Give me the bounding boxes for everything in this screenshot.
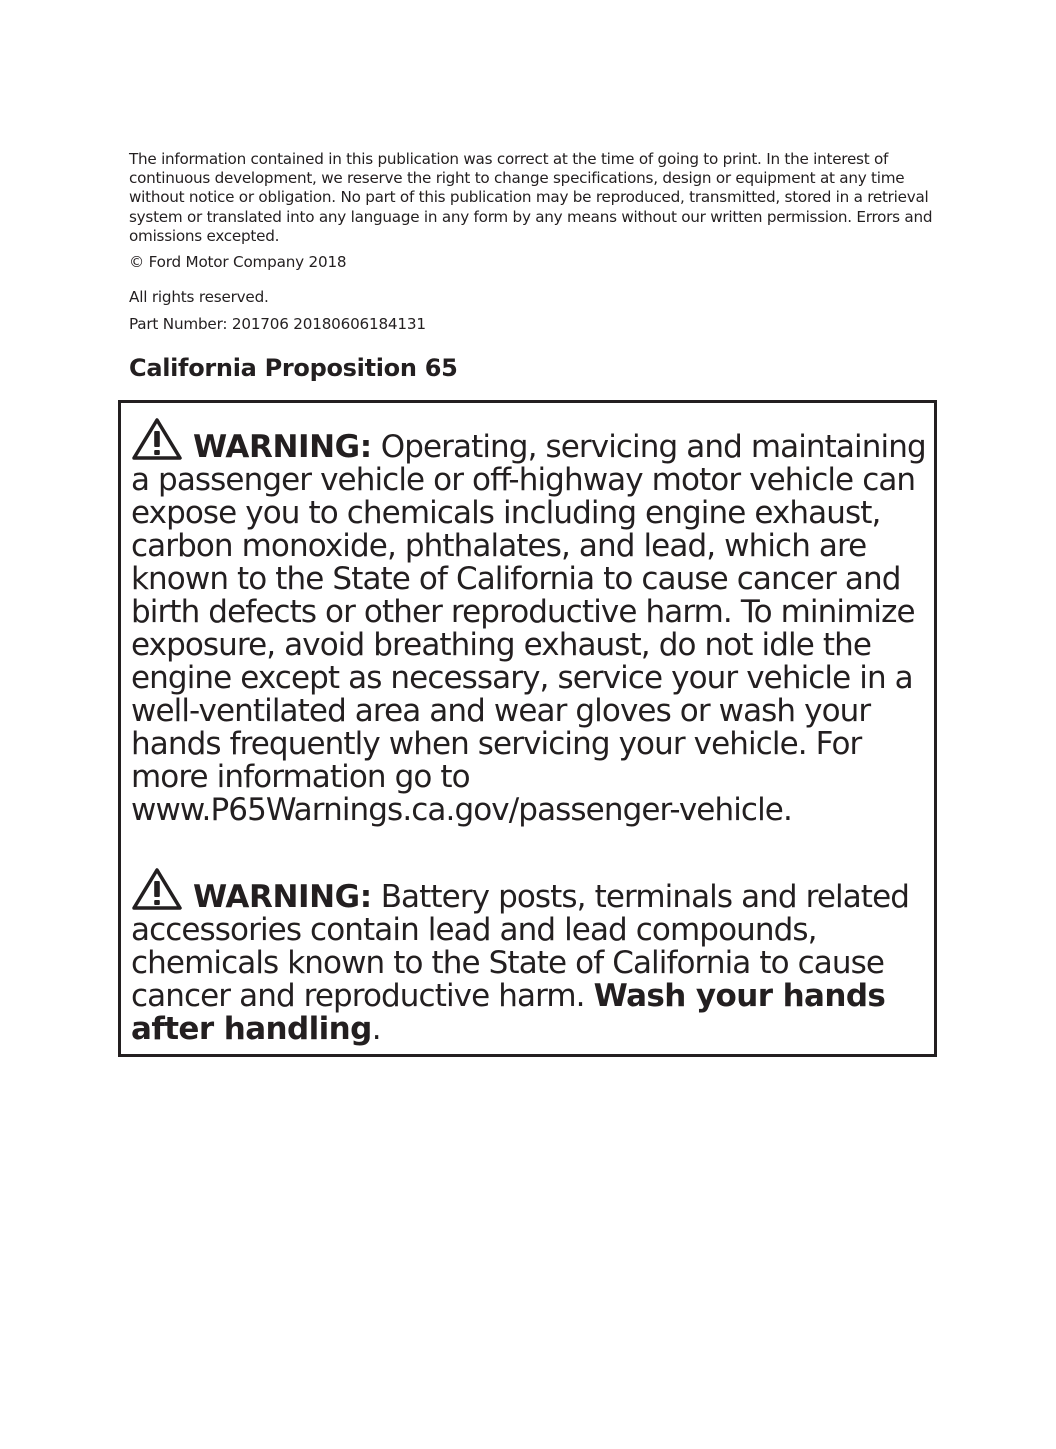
warning-label: WARNING: <box>193 429 372 465</box>
warning-end: . <box>371 1011 381 1047</box>
copyright-notice: © Ford Motor Company 2018 <box>129 253 347 271</box>
warning-triangle-icon <box>131 417 183 461</box>
warning-text: Battery posts, terminals and related accessories contain lead and lead compounds, chemicals known to the State of California to cause cancer and reproductive harm. <box>131 879 910 1014</box>
warning-box <box>118 400 937 1057</box>
warning-text: Operating, servicing and maintaining a passenger vehicle or off-highway motor vehicle can expose you to chemicals including engine exhaust, carbon monoxide, phthalates, and lead, which are known to the State of California to cause cancer and birth defects or other reproductive harm. To minimize exposure, avoid breathing exhaust, do not idle the engine except as necessary, service your vehicle in a well-ventilated area and wear gloves or wash your hands frequently when servicing your vehicle. For more information go to www.P65Warnings.ca.gov/passenger-vehicle. <box>131 429 926 828</box>
warning-emphasis: Wash your hands after handling <box>131 978 886 1047</box>
rights-notice: All rights reserved. <box>129 288 269 306</box>
warning-triangle-icon <box>131 867 183 911</box>
section-heading: California Proposition 65 <box>129 354 458 382</box>
publication-disclaimer: The information contained in this publication was correct at the time of going to print. In the interest of continuous development, we reserve the right to change specifications, design or equipment at any time without notice or obligation. No part of this publication may be reproduced, transmitted, stored in a retrieval system or translated into any language in any form by any means without our written permission. Errors and omissions excepted. <box>129 150 933 245</box>
warning-block <box>131 881 943 1046</box>
warning-label: WARNING: <box>193 879 372 915</box>
warning-block <box>131 431 943 827</box>
part-number: Part Number: 201706 20180606184131 <box>129 315 426 333</box>
